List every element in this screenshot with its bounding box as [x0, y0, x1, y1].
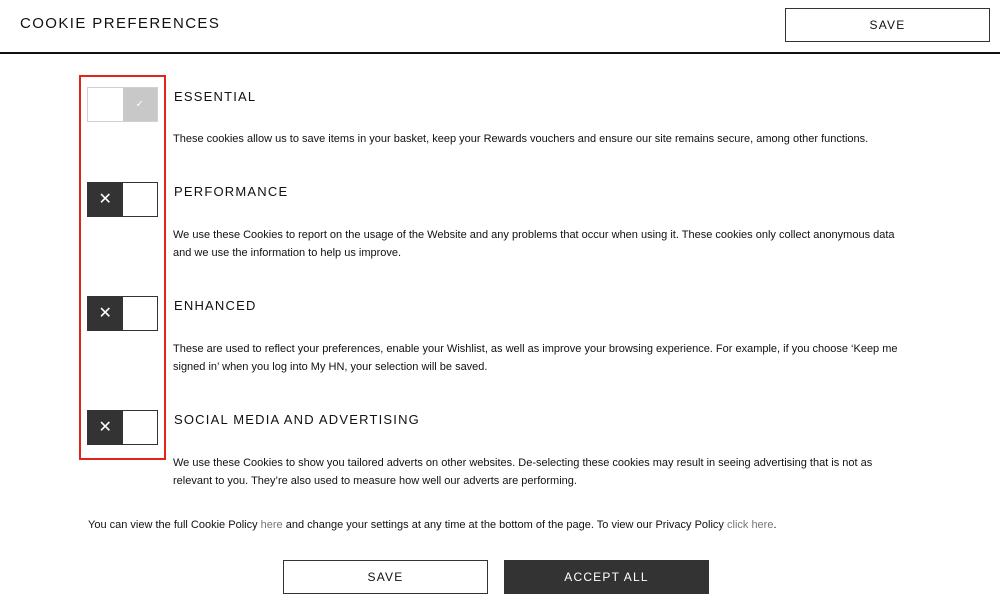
- header-bar: [0, 0, 1000, 54]
- social-media-toggle[interactable]: [87, 410, 158, 445]
- header-save-button[interactable]: SAVE: [785, 8, 990, 42]
- toggle-track: [123, 297, 158, 330]
- page-title: COOKIE PREFERENCES: [20, 15, 221, 32]
- policy-text-part: .: [773, 519, 777, 531]
- toggle-track: [123, 411, 158, 444]
- performance-toggle[interactable]: [87, 182, 158, 217]
- check-icon: ✓: [123, 88, 158, 121]
- toggle-highlight-box: [79, 75, 166, 460]
- accept-all-button[interactable]: ACCEPT ALL: [504, 560, 709, 594]
- enhanced-description: These are used to reflect your preferences, enable your Wishlist, as well as improve your browsing experience. For example, if you choose ‘Keep me signed in’ when you log into My HN, your selection will be saved.: [173, 343, 898, 373]
- cookie-policy-link[interactable]: here: [260, 519, 283, 531]
- enhanced-title: ENHANCED: [174, 298, 257, 313]
- policy-text-part: You can view the full Cookie Policy: [88, 519, 261, 531]
- close-icon: ✕: [88, 297, 123, 330]
- footer-save-button[interactable]: SAVE: [283, 560, 488, 594]
- toggle-track: [88, 88, 123, 121]
- privacy-policy-link[interactable]: click here: [727, 519, 774, 531]
- social-media-title: SOCIAL MEDIA AND ADVERTISING: [174, 412, 420, 427]
- close-icon: ✕: [88, 411, 123, 444]
- essential-toggle: [87, 87, 158, 122]
- essential-title: ESSENTIAL: [174, 89, 257, 104]
- policy-text-part: and change your settings at any time at the bottom of the page. To view our Privacy Policy: [282, 519, 727, 531]
- performance-title: PERFORMANCE: [174, 184, 289, 199]
- enhanced-toggle[interactable]: [87, 296, 158, 331]
- close-icon: ✕: [88, 183, 123, 216]
- cookie-policy-text: [88, 516, 968, 534]
- social-media-description: We use these Cookies to show you tailored adverts on other websites. De-selecting these cookies may result in seeing advertising that is not as relevant to you. They’re also used to measure how well our adverts are performing.: [173, 457, 873, 487]
- performance-description: We use these Cookies to report on the usage of the Website and any problems that occur when using it. These cookies only collect anonymous data and we use the information to help us improve.: [173, 229, 895, 259]
- essential-description: These cookies allow us to save items in your basket, keep your Rewards vouchers and ensure our site remains secure, among other functions.: [173, 133, 869, 145]
- toggle-track: [123, 183, 158, 216]
